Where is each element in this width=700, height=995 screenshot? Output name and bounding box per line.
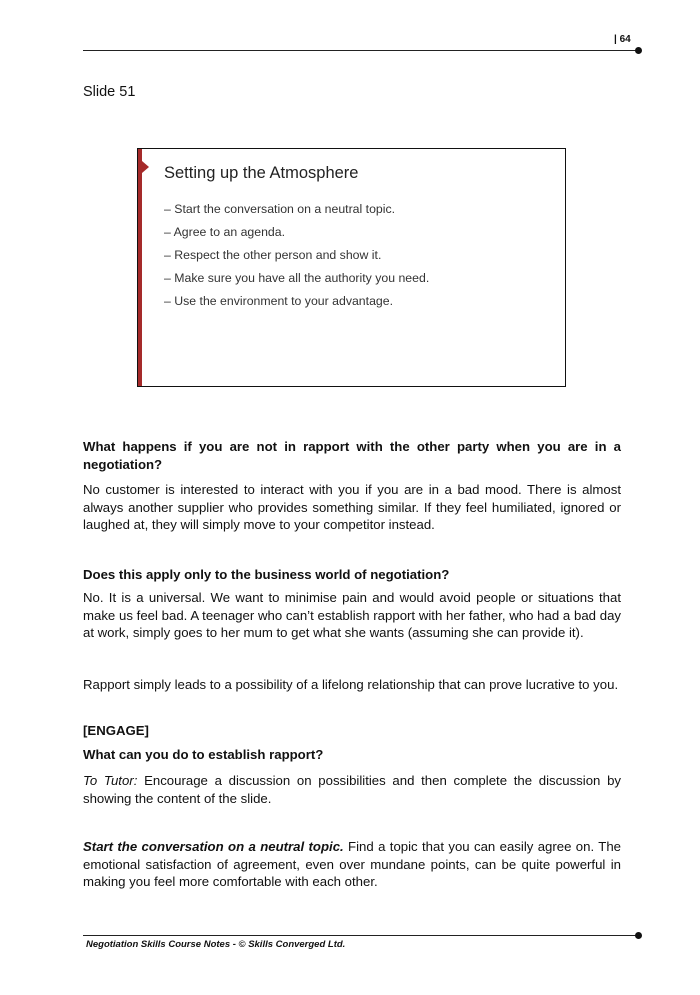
page-number: | 64 [614, 34, 631, 45]
answer-business: No. It is a universal. We want to minimise pain and would avoid people or situations that make us feel bad. A teenager who can’t establish rapport with her father, who had a bad day at work, simply goes to her mum to get what she wants (assuming she can provide it). [83, 590, 621, 640]
question-establish: What can you do to establish rapport? [83, 747, 324, 762]
slide-label: Slide 51 [83, 84, 136, 100]
footer-text: Negotiation Skills Course Notes - © Skills Converged Ltd. [86, 939, 346, 950]
rapport-summary: Rapport simply leads to a possibility of a lifelong relationship that can prove lucrative to you. [83, 677, 619, 692]
slide-bullet: – Make sure you have all the authority you need. [164, 271, 430, 285]
slide-bullet: – Use the environment to your advantage. [164, 294, 393, 308]
slide-bullet-list [164, 201, 429, 316]
header-rule-dot [635, 47, 642, 54]
question-rapport: What happens if you are not in rapport with the other party when you are in a negotiation? [83, 439, 621, 472]
engage-tag: [ENGAGE] [83, 723, 149, 738]
slide-accent-bar [138, 149, 142, 386]
neutral-topic-label: Start the conversation on a neutral topic. [83, 839, 344, 854]
tutor-text: Encourage a discussion on possibilities and then complete the discussion by showing the content of the slide. [83, 773, 621, 806]
answer-rapport: No customer is interested to interact with you if you are in a bad mood. There is almost always another supplier who provides something similar. If they feel humiliated, ignored or laughed at, they will simply move to your competitor instead. [83, 482, 621, 532]
slide-title: Setting up the Atmosphere [164, 164, 359, 182]
neutral-topic-text: Find a topic that you can easily agree on. The emotional satisfaction of agreement, even over mundane points, can be quite powerful in making you feel more comfortable with each other. [83, 839, 621, 889]
slide-bullet: – Start the conversation on a neutral topic. [164, 202, 396, 216]
slide-bullet: – Agree to an agenda. [164, 225, 286, 239]
slide-triangle-icon [142, 161, 149, 173]
neutral-topic-paragraph [83, 838, 621, 891]
question-business: Does this apply only to the business world of negotiation? [83, 567, 450, 582]
header-rule [83, 50, 637, 51]
tutor-label: To Tutor: [83, 773, 138, 788]
footer-rule-dot [635, 932, 642, 939]
footer-rule [83, 935, 637, 936]
slide-thumbnail [137, 148, 566, 387]
slide-bullet: – Respect the other person and show it. [164, 248, 382, 262]
tutor-note [83, 772, 621, 807]
